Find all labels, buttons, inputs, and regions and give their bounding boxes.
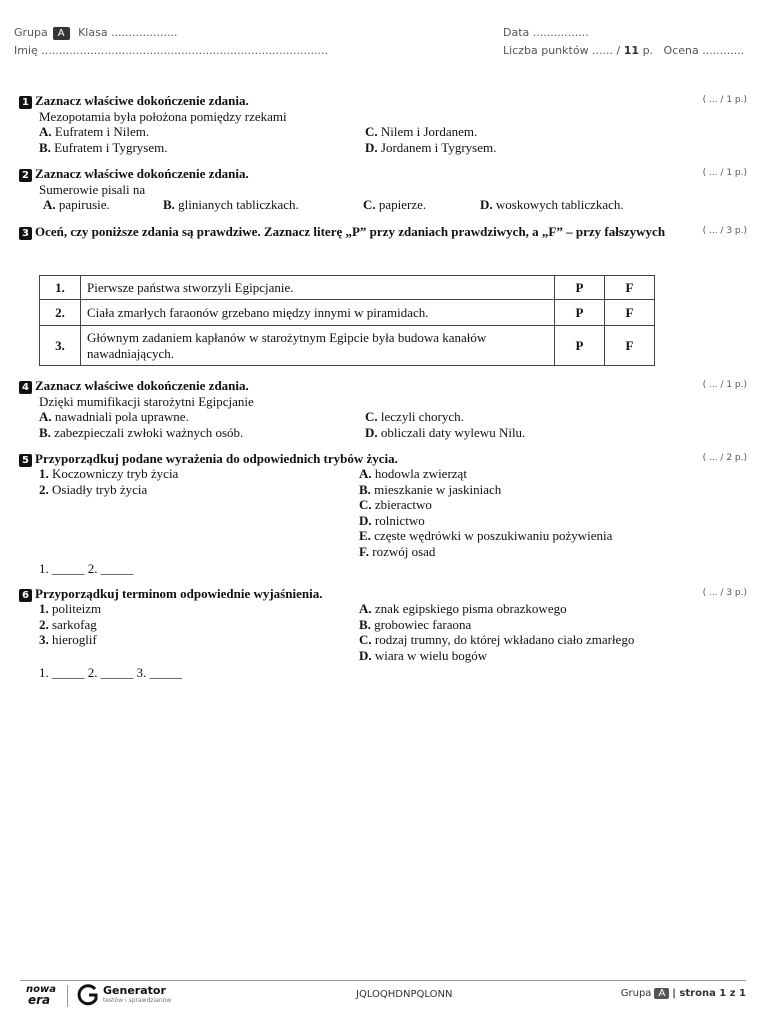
option-c[interactable]: C. Nilem i Jordanem.	[365, 124, 478, 140]
match-right-list	[359, 466, 612, 559]
nowa-era-logo: nowa era	[26, 984, 56, 1007]
list-item: 1. Koczowniczy tryb życia	[39, 466, 179, 481]
false-choice[interactable]: F	[605, 326, 655, 366]
answer-blanks[interactable]: 1. _____ 2. _____ 3. _____	[39, 665, 182, 680]
list-item: B. mieszkanie w jaskiniach	[359, 481, 502, 497]
list-item: E. częste wędrówki w poszukiwaniu pożywienia	[359, 528, 613, 543]
list-item: C. zbieractwo	[359, 497, 432, 512]
table-row: 1. Pierwsze państwa stworzyli Egipcjanie. P F	[40, 276, 655, 300]
list-item: 2. sarkofag	[39, 616, 97, 632]
question-4	[19, 378, 751, 440]
points-box: ( ... / 1 p.)	[702, 168, 747, 178]
data-field: Data ................	[503, 26, 589, 39]
false-choice[interactable]: F	[605, 300, 655, 326]
list-item: D. rolnictwo	[359, 512, 425, 528]
option-d[interactable]: D. obliczali daty wylewu Nilu.	[365, 424, 526, 440]
option-a[interactable]: A. papirusie.	[43, 197, 110, 213]
match-left-list	[39, 601, 101, 648]
question-3	[19, 224, 751, 240]
question-number: 4	[19, 381, 32, 394]
option-a[interactable]: A. Eufratem i Nilem.	[39, 124, 150, 140]
ocena-field: Ocena ............	[663, 44, 745, 57]
option-b[interactable]: B. Eufratem i Tygrysem.	[39, 139, 168, 155]
option-b[interactable]: B. glinianych tabliczkach.	[163, 197, 299, 213]
true-choice[interactable]: P	[555, 276, 605, 300]
imie-field: Imię ..................................................................................	[14, 44, 328, 57]
points-box: ( ... / 1 p.)	[702, 380, 747, 390]
list-item: 1. politeizm	[39, 601, 102, 616]
option-d[interactable]: D. Jordanem i Tygrysem.	[365, 139, 497, 155]
question-number: 3	[19, 227, 32, 240]
option-c[interactable]: C. leczyli chorych.	[365, 409, 464, 425]
klasa-field: Klasa ...................	[78, 26, 178, 39]
points-box: ( ... / 3 p.)	[702, 588, 747, 598]
question-title: Zaznacz właściwe dokończenie zdania.	[35, 166, 249, 181]
question-title: Przyporządkuj podane wyrażenia do odpowiednich trybów życia.	[35, 451, 398, 466]
false-choice[interactable]: F	[605, 276, 655, 300]
question-title: Zaznacz właściwe dokończenie zdania.	[35, 378, 249, 393]
question-number: 2	[19, 169, 32, 182]
footer-divider	[20, 980, 746, 981]
question-number: 1	[19, 96, 32, 109]
question-title: Przyporządkuj terminom odpowiednie wyjaśnienia.	[35, 586, 323, 601]
question-5	[19, 451, 751, 576]
table-row: 2. Ciała zmarłych faraonów grzebano między innymi w piramidach. P F	[40, 300, 655, 326]
true-false-table	[39, 275, 655, 366]
match-left-list	[39, 466, 178, 497]
document-code: JQLOQHDNPQLONN	[356, 989, 453, 1000]
question-number: 5	[19, 454, 32, 467]
header-grupa: Grupa A Klasa ...................	[14, 26, 178, 39]
list-item: A. hodowla zwierząt	[359, 466, 467, 481]
question-2	[19, 166, 751, 213]
question-stem: Mezopotamia była położona pomiędzy rzekami	[39, 108, 287, 124]
points-box: ( ... / 2 p.)	[702, 453, 747, 463]
question-stem: Sumerowie pisali na	[39, 181, 146, 197]
points-field: Liczba punktów ...... / 11 p. Ocena ............	[503, 44, 745, 57]
list-item: D. wiara w wielu bogów	[359, 647, 488, 663]
list-item: 2. Osiadły tryb życia	[39, 481, 148, 497]
grupa-badge: A	[654, 988, 669, 999]
generator-logo-text: Generator testów i sprawdzianów	[103, 984, 172, 1004]
grupa-badge: A	[53, 27, 70, 40]
question-title: Oceń, czy poniższe zdania są prawdziwe. Zaznacz literę „P” przy zdaniach prawdziwych, a „F” – przy fałszywych	[35, 224, 666, 239]
logo-divider	[67, 985, 68, 1007]
option-d[interactable]: D. woskowych tabliczkach.	[480, 197, 624, 213]
points-box: ( ... / 3 p.)	[702, 226, 747, 236]
table-row: 3. Głównym zadaniem kapłanów w starożytnym Egipcie była budowa kanałów nawadniających. P F	[40, 326, 655, 366]
generator-logo-icon	[76, 983, 100, 1007]
list-item: B. grobowiec faraona	[359, 616, 472, 632]
question-stem: Dzięki mumifikacji starożytni Egipcjanie	[39, 393, 254, 409]
page-indicator: Grupa A | strona 1 z 1	[620, 988, 746, 999]
option-a[interactable]: A. nawadniali pola uprawne.	[39, 409, 189, 425]
list-item: C. rodzaj trumny, do której wkładano ciało zmarłego	[359, 632, 635, 647]
list-item: F. rozwój osad	[359, 543, 436, 559]
option-c[interactable]: C. papierze.	[363, 197, 427, 213]
list-item: 3. hieroglif	[39, 632, 97, 647]
true-choice[interactable]: P	[555, 326, 605, 366]
question-number: 6	[19, 589, 32, 602]
answer-blanks[interactable]: 1. _____ 2. _____	[39, 561, 134, 576]
list-item: A. znak egipskiego pisma obrazkowego	[359, 601, 567, 616]
points-box: ( ... / 1 p.)	[702, 95, 747, 105]
true-choice[interactable]: P	[555, 300, 605, 326]
question-title: Zaznacz właściwe dokończenie zdania.	[35, 93, 249, 108]
match-right-list	[359, 601, 634, 663]
question-1	[19, 93, 751, 155]
option-b[interactable]: B. zabezpieczali zwłoki ważnych osób.	[39, 424, 244, 440]
question-6	[19, 586, 751, 680]
